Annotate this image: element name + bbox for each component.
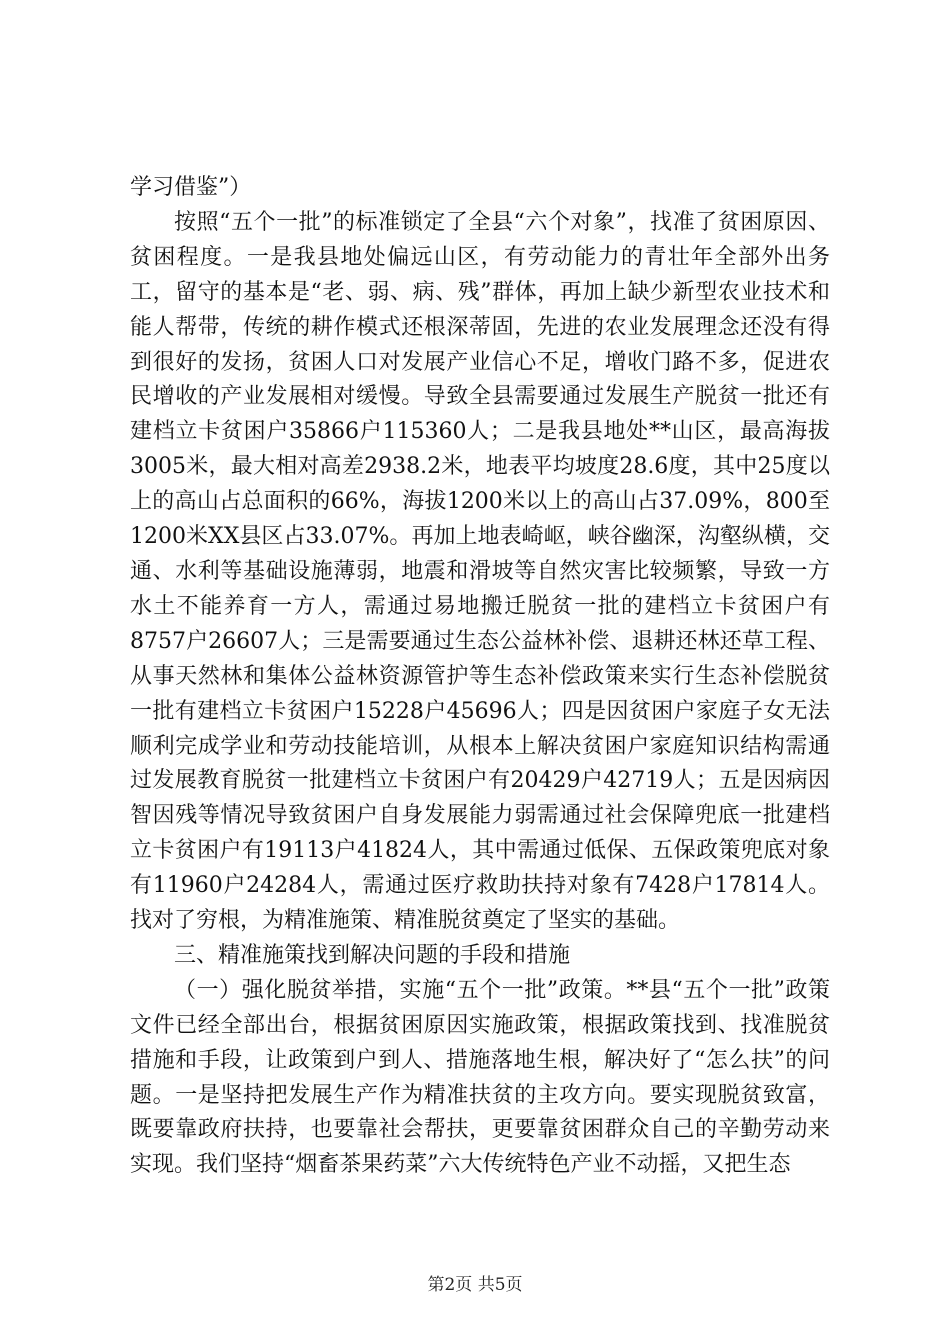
paragraph-poverty-targets: 按照“五个一批”的标准锁定了全县“六个对象”，找准了贫困原因、贫困程度。一是我县地处偏远山区，有劳动能力的青壮年全部外出务工，留守的基本是“老、弱、病、残”群体，再加上缺少新型农业技术和能人帮带，传统的耕作模式还根深蒂固，先进的农业发展理念还没有得到很好的发扬，贫困人口对发展产业信心不足，增收门路不多，促进农民增收的产业发展相对缓慢。导致全县需要通过发展生产脱贫一批还有建档立卡贫困户35866户115360人；二是我县地处**山区，最高海拔3005米，最大相对高差2938.2米，地表平均坡度28.6度，其中25度以上的高山占总面积的66%，海拔1200米以上的高山占37.09%，800至1200米XX县区占33.07%。再加上地表崎岖，峡谷幽深，沟壑纵横，交通、水利等基础设施薄弱，地震和滑坡等自然灾害比较频繁，导致一方水土不能养育一方人，需通过易地搬迁脱贫一批的建档立卡贫困户有8757户26607人；三是需要通过生态公益林补偿、退耕还林还草工程、从事天然林和集体公益林资源管护等生态补偿政策来实行生态补偿脱贫一批有建档立卡贫困户15228户45696人；四是因贫困户家庭子女无法顺利完成学业和劳动技能培训，从根本上解决贫困户家庭知识结构需通过发展教育脱贫一批建档立卡贫困户有20429户42719人；五是因病因智因残等情况导致贫困户自身发展能力弱需通过社会保障兜底一批建档立卡贫困户有19113户41824人，其中需通过低保、五保政策兜底对象有11960户24284人，需通过医疗救助扶持对象有7428户17814人。找对了穷根，为精准施策、精准脱贫奠定了坚实的基础。 bbox=[130, 209, 830, 934]
page-number-footer: 第2页 共5页 bbox=[427, 1275, 523, 1295]
paragraph-measures: （一）强化脱贫举措，实施“五个一批”政策。**县“五个一批”政策文件已经全部出台，根据贫困原因实施政策，根据政策找到、找准脱贫措施和手段，让政策到户到人、措施落地生根，解决好了“怎么扶”的问题。一是坚持把发展生产作为精准扶贫的主攻方向。要实现脱贫致富，既要靠政府扶持，也要靠社会帮扶，更要靠贫困群众自己的辛勤劳动来实现。我们坚持“烟畜茶果药菜”六大传统特色产业不动摇，又把生态 bbox=[130, 977, 830, 1178]
document-body bbox=[130, 171, 830, 1183]
paragraph-continuation: 学习借鉴”） bbox=[130, 175, 252, 200]
section-heading: 三、精准施策找到解决问题的手段和措施 bbox=[174, 942, 571, 968]
